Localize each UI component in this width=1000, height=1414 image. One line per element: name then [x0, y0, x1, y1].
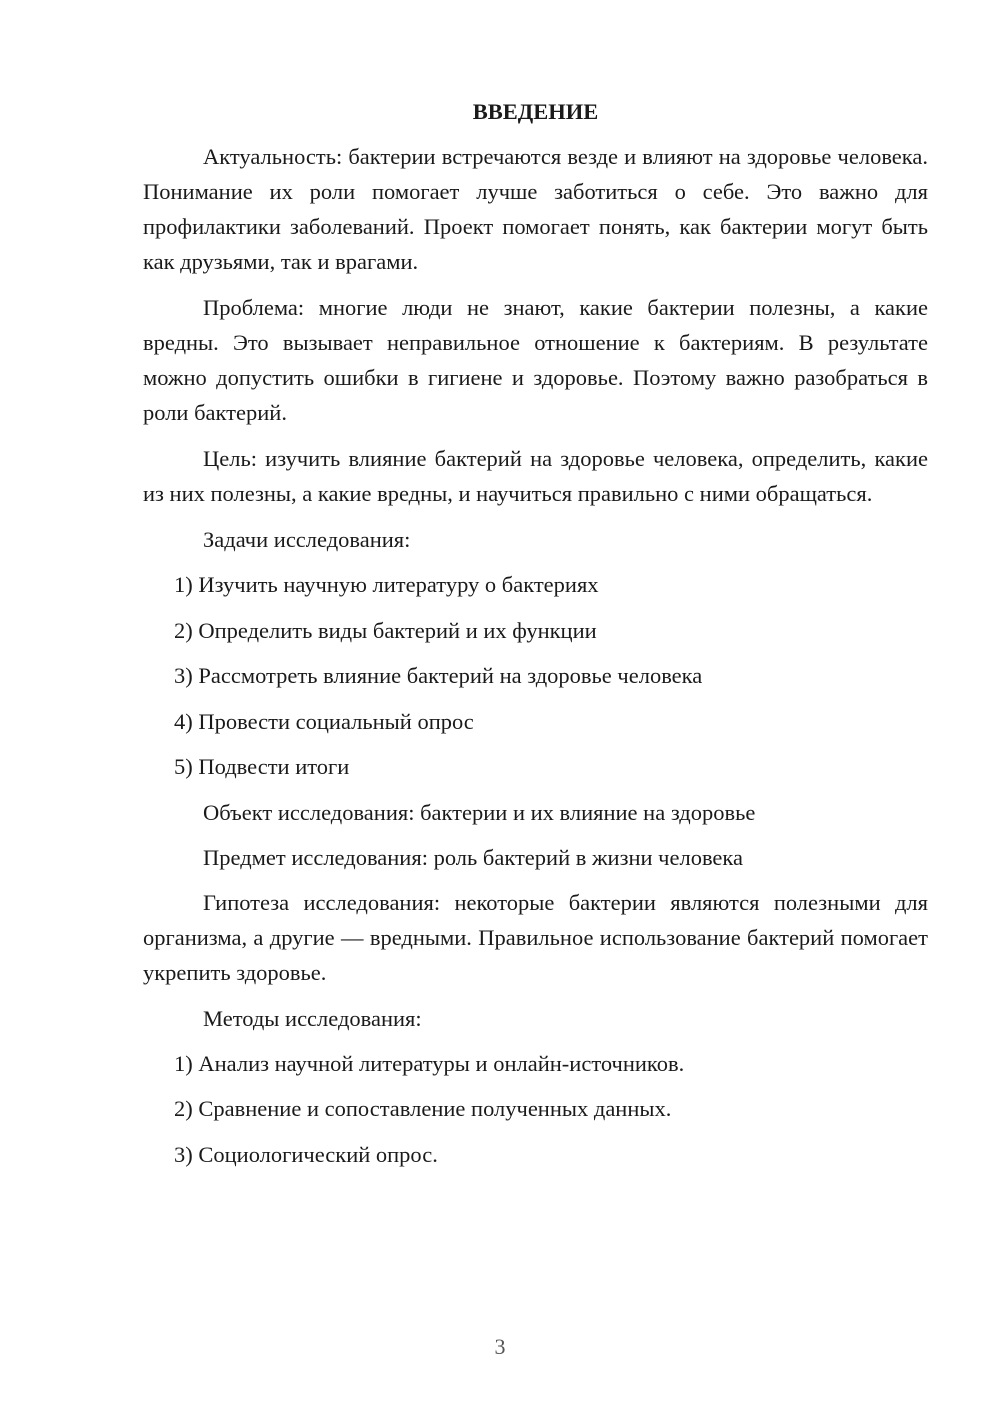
method-item: 2) Сравнение и сопоставление полученных данных. — [174, 1096, 672, 1121]
task-item: 1) Изучить научную литературу о бактериях — [174, 572, 599, 597]
problem-paragraph: Проблема: многие люди не знают, какие бактерии полезны, а какие вредны. Это вызывает неправильное отношение к бактериям. В результате можно допустить ошибки в гигиене и здоровье. Поэтому важно разобраться в роли бактерий. — [143, 295, 928, 425]
research-object: Объект исследования: бактерии и их влияние на здоровье — [203, 799, 756, 825]
page-content — [143, 96, 928, 1182]
tasks-label: Задачи исследования: — [203, 527, 411, 552]
relevance-paragraph: Актуальность: бактерии встречаются везде и влияют на здоровье человека. Понимание их роли помогает лучше заботиться о себе. Это важно для профилактики заболеваний. Проект помогает понять, как бактерии могут быть как друзьями, так и врагами. — [143, 144, 928, 274]
method-item: 3) Социологический опрос. — [174, 1141, 438, 1167]
task-item: 3) Рассмотреть влияние бактерий на здоровье человека — [174, 663, 703, 688]
methods-label: Методы исследования: — [203, 1005, 422, 1031]
task-item: 4) Провести социальный опрос — [174, 708, 474, 734]
method-item: 1) Анализ научной литературы и онлайн-источников. — [174, 1050, 685, 1076]
tasks-list — [143, 567, 928, 784]
goal-paragraph: Цель: изучить влияние бактерий на здоровье человека, определить, какие из них полезны, а какие вредны, и научиться правильно с ними обращаться. — [143, 446, 928, 506]
task-item: 5) Подвести итоги — [174, 754, 350, 779]
page-number: 3 — [494, 1334, 506, 1359]
task-item: 2) Определить виды бактерий и их функции — [174, 617, 597, 643]
hypothesis-paragraph: Гипотеза исследования: некоторые бактерии являются полезными для организма, а другие — вредными. Правильное использование бактерий помогает укрепить здоровье. — [143, 889, 928, 985]
methods-list — [143, 1046, 928, 1172]
research-subject: Предмет исследования: роль бактерий в жизни человека — [203, 844, 743, 870]
section-heading: ВВЕДЕНИЕ — [472, 99, 599, 124]
